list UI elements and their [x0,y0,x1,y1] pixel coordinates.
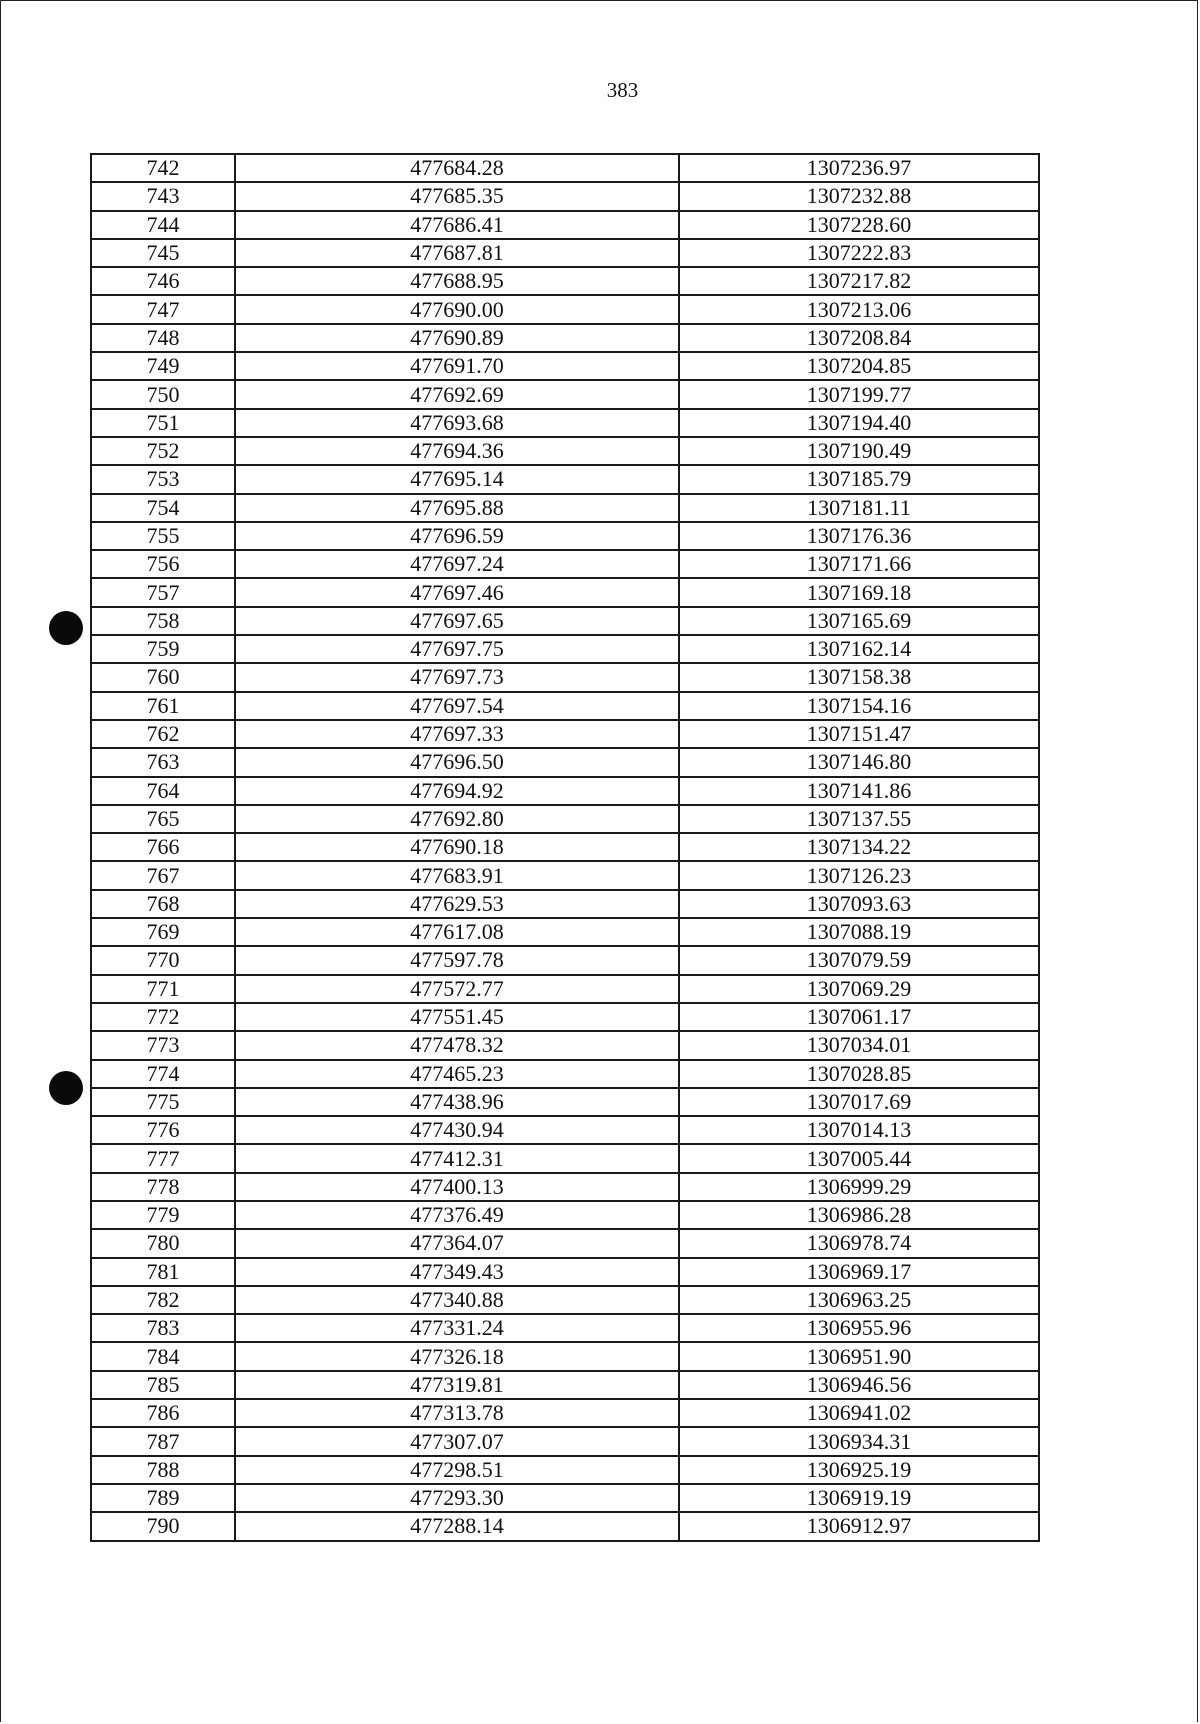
y-coordinate-cell: 1306925.19 [679,1456,1039,1484]
point-number-cell: 756 [91,550,235,578]
x-coordinate-cell: 477326.18 [235,1342,679,1370]
point-number-cell: 748 [91,324,235,352]
table-row [91,352,1039,380]
y-coordinate-cell: 1307126.23 [679,861,1039,889]
y-coordinate-cell: 1307017.69 [679,1088,1039,1116]
point-number-cell: 774 [91,1060,235,1088]
table-row [91,522,1039,550]
y-coordinate-cell: 1306963.25 [679,1286,1039,1314]
table-row [91,465,1039,493]
point-number-cell: 766 [91,833,235,861]
x-coordinate-cell: 477691.70 [235,352,679,380]
x-coordinate-cell: 477307.07 [235,1427,679,1455]
point-number-cell: 780 [91,1229,235,1257]
table-row [91,975,1039,1003]
point-number-cell: 767 [91,861,235,889]
x-coordinate-cell: 477697.73 [235,663,679,691]
table-row [91,1512,1039,1540]
point-number-cell: 783 [91,1314,235,1342]
y-coordinate-cell: 1307034.01 [679,1031,1039,1059]
y-coordinate-cell: 1306978.74 [679,1229,1039,1257]
x-coordinate-cell: 477685.35 [235,182,679,210]
table-row [91,324,1039,352]
point-number-cell: 752 [91,437,235,465]
y-coordinate-cell: 1307146.80 [679,748,1039,776]
y-coordinate-cell: 1307232.88 [679,182,1039,210]
point-number-cell: 743 [91,182,235,210]
punch-hole [49,1071,83,1105]
x-coordinate-cell: 477697.65 [235,607,679,635]
x-coordinate-cell: 477684.28 [235,154,679,182]
point-number-cell: 785 [91,1371,235,1399]
y-coordinate-cell: 1307213.06 [679,295,1039,323]
y-coordinate-cell: 1307061.17 [679,1003,1039,1031]
table-row [91,1456,1039,1484]
point-number-cell: 772 [91,1003,235,1031]
point-number-cell: 771 [91,975,235,1003]
point-number-cell: 763 [91,748,235,776]
point-number-cell: 759 [91,635,235,663]
point-number-cell: 749 [91,352,235,380]
table-row [91,777,1039,805]
point-number-cell: 776 [91,1116,235,1144]
x-coordinate-cell: 477692.69 [235,380,679,408]
table-row [91,805,1039,833]
y-coordinate-cell: 1306969.17 [679,1258,1039,1286]
y-coordinate-cell: 1306941.02 [679,1399,1039,1427]
table-row [91,918,1039,946]
x-coordinate-cell: 477694.92 [235,777,679,805]
table-row [91,635,1039,663]
y-coordinate-cell: 1307134.22 [679,833,1039,861]
x-coordinate-cell: 477438.96 [235,1088,679,1116]
y-coordinate-cell: 1307228.60 [679,211,1039,239]
point-number-cell: 765 [91,805,235,833]
table-row [91,550,1039,578]
x-coordinate-cell: 477551.45 [235,1003,679,1031]
x-coordinate-cell: 477697.75 [235,635,679,663]
x-coordinate-cell: 477376.49 [235,1201,679,1229]
x-coordinate-cell: 477683.91 [235,861,679,889]
x-coordinate-cell: 477686.41 [235,211,679,239]
y-coordinate-cell: 1307181.11 [679,494,1039,522]
y-coordinate-cell: 1306951.90 [679,1342,1039,1370]
y-coordinate-cell: 1306919.19 [679,1484,1039,1512]
point-number-cell: 757 [91,578,235,606]
point-number-cell: 789 [91,1484,235,1512]
table-row [91,1088,1039,1116]
y-coordinate-cell: 1307154.16 [679,692,1039,720]
x-coordinate-cell: 477412.31 [235,1144,679,1172]
y-coordinate-cell: 1307088.19 [679,918,1039,946]
y-coordinate-cell: 1307171.66 [679,550,1039,578]
x-coordinate-cell: 477687.81 [235,239,679,267]
y-coordinate-cell: 1307217.82 [679,267,1039,295]
table-row [91,267,1039,295]
x-coordinate-cell: 477690.18 [235,833,679,861]
table-row [91,1484,1039,1512]
table-row [91,211,1039,239]
table-row [91,1371,1039,1399]
table-row [91,946,1039,974]
y-coordinate-cell: 1307194.40 [679,409,1039,437]
x-coordinate-cell: 477293.30 [235,1484,679,1512]
y-coordinate-cell: 1307169.18 [679,578,1039,606]
table-row [91,437,1039,465]
y-coordinate-cell: 1307222.83 [679,239,1039,267]
point-number-cell: 760 [91,663,235,691]
y-coordinate-cell: 1307028.85 [679,1060,1039,1088]
x-coordinate-cell: 477298.51 [235,1456,679,1484]
point-number-cell: 742 [91,154,235,182]
table-row [91,182,1039,210]
x-coordinate-cell: 477288.14 [235,1512,679,1540]
table-row [91,861,1039,889]
point-number-cell: 777 [91,1144,235,1172]
point-number-cell: 764 [91,777,235,805]
x-coordinate-cell: 477313.78 [235,1399,679,1427]
point-number-cell: 786 [91,1399,235,1427]
table-row [91,295,1039,323]
x-coordinate-cell: 477696.50 [235,748,679,776]
x-coordinate-cell: 477617.08 [235,918,679,946]
y-coordinate-cell: 1307162.14 [679,635,1039,663]
point-number-cell: 778 [91,1173,235,1201]
coordinates-table [90,153,1040,1542]
table-row [91,1258,1039,1286]
point-number-cell: 744 [91,211,235,239]
point-number-cell: 750 [91,380,235,408]
x-coordinate-cell: 477572.77 [235,975,679,1003]
y-coordinate-cell: 1307005.44 [679,1144,1039,1172]
y-coordinate-cell: 1307151.47 [679,720,1039,748]
point-number-cell: 775 [91,1088,235,1116]
x-coordinate-cell: 477340.88 [235,1286,679,1314]
y-coordinate-cell: 1306986.28 [679,1201,1039,1229]
y-coordinate-cell: 1307014.13 [679,1116,1039,1144]
x-coordinate-cell: 477696.59 [235,522,679,550]
point-number-cell: 755 [91,522,235,550]
point-number-cell: 746 [91,267,235,295]
x-coordinate-cell: 477690.00 [235,295,679,323]
y-coordinate-cell: 1306946.56 [679,1371,1039,1399]
x-coordinate-cell: 477694.36 [235,437,679,465]
x-coordinate-cell: 477430.94 [235,1116,679,1144]
y-coordinate-cell: 1306955.96 [679,1314,1039,1342]
table-row [91,578,1039,606]
x-coordinate-cell: 477695.88 [235,494,679,522]
page-number: 383 [606,78,639,102]
point-number-cell: 747 [91,295,235,323]
table-row [91,1314,1039,1342]
point-number-cell: 761 [91,692,235,720]
point-number-cell: 779 [91,1201,235,1229]
y-coordinate-cell: 1307190.49 [679,437,1039,465]
point-number-cell: 768 [91,890,235,918]
y-coordinate-cell: 1307176.36 [679,522,1039,550]
y-coordinate-cell: 1307069.29 [679,975,1039,1003]
table-row [91,409,1039,437]
x-coordinate-cell: 477319.81 [235,1371,679,1399]
table-row [91,692,1039,720]
x-coordinate-cell: 477364.07 [235,1229,679,1257]
point-number-cell: 770 [91,946,235,974]
x-coordinate-cell: 477465.23 [235,1060,679,1088]
table-row [91,494,1039,522]
x-coordinate-cell: 477695.14 [235,465,679,493]
coordinates-table-body [91,154,1039,1541]
x-coordinate-cell: 477400.13 [235,1173,679,1201]
point-number-cell: 753 [91,465,235,493]
table-row [91,1427,1039,1455]
y-coordinate-cell: 1307137.55 [679,805,1039,833]
x-coordinate-cell: 477697.24 [235,550,679,578]
point-number-cell: 762 [91,720,235,748]
x-coordinate-cell: 477478.32 [235,1031,679,1059]
point-number-cell: 781 [91,1258,235,1286]
x-coordinate-cell: 477697.54 [235,692,679,720]
table-row [91,833,1039,861]
table-row [91,1116,1039,1144]
point-number-cell: 788 [91,1456,235,1484]
x-coordinate-cell: 477331.24 [235,1314,679,1342]
punch-hole [49,611,83,645]
x-coordinate-cell: 477697.33 [235,720,679,748]
point-number-cell: 769 [91,918,235,946]
y-coordinate-cell: 1307199.77 [679,380,1039,408]
table-row [91,154,1039,182]
y-coordinate-cell: 1307141.86 [679,777,1039,805]
table-row [91,1031,1039,1059]
table-row [91,1060,1039,1088]
table-row [91,1229,1039,1257]
point-number-cell: 784 [91,1342,235,1370]
table-row [91,748,1039,776]
y-coordinate-cell: 1307079.59 [679,946,1039,974]
x-coordinate-cell: 477688.95 [235,267,679,295]
x-coordinate-cell: 477692.80 [235,805,679,833]
x-coordinate-cell: 477690.89 [235,324,679,352]
table-row [91,1201,1039,1229]
table-row [91,380,1039,408]
y-coordinate-cell: 1307093.63 [679,890,1039,918]
table-row [91,1003,1039,1031]
table-row [91,890,1039,918]
y-coordinate-cell: 1307158.38 [679,663,1039,691]
y-coordinate-cell: 1307185.79 [679,465,1039,493]
table-row [91,1173,1039,1201]
point-number-cell: 790 [91,1512,235,1540]
point-number-cell: 754 [91,494,235,522]
x-coordinate-cell: 477693.68 [235,409,679,437]
table-row [91,1342,1039,1370]
point-number-cell: 782 [91,1286,235,1314]
x-coordinate-cell: 477597.78 [235,946,679,974]
point-number-cell: 751 [91,409,235,437]
point-number-cell: 758 [91,607,235,635]
table-row [91,1286,1039,1314]
point-number-cell: 787 [91,1427,235,1455]
table-row [91,720,1039,748]
y-coordinate-cell: 1307204.85 [679,352,1039,380]
point-number-cell: 773 [91,1031,235,1059]
table-row [91,1399,1039,1427]
y-coordinate-cell: 1307165.69 [679,607,1039,635]
point-number-cell: 745 [91,239,235,267]
x-coordinate-cell: 477629.53 [235,890,679,918]
y-coordinate-cell: 1307236.97 [679,154,1039,182]
table-row [91,239,1039,267]
y-coordinate-cell: 1307208.84 [679,324,1039,352]
y-coordinate-cell: 1306934.31 [679,1427,1039,1455]
y-coordinate-cell: 1306912.97 [679,1512,1039,1540]
table-row [91,663,1039,691]
table-row [91,607,1039,635]
x-coordinate-cell: 477349.43 [235,1258,679,1286]
y-coordinate-cell: 1306999.29 [679,1173,1039,1201]
x-coordinate-cell: 477697.46 [235,578,679,606]
table-row [91,1144,1039,1172]
